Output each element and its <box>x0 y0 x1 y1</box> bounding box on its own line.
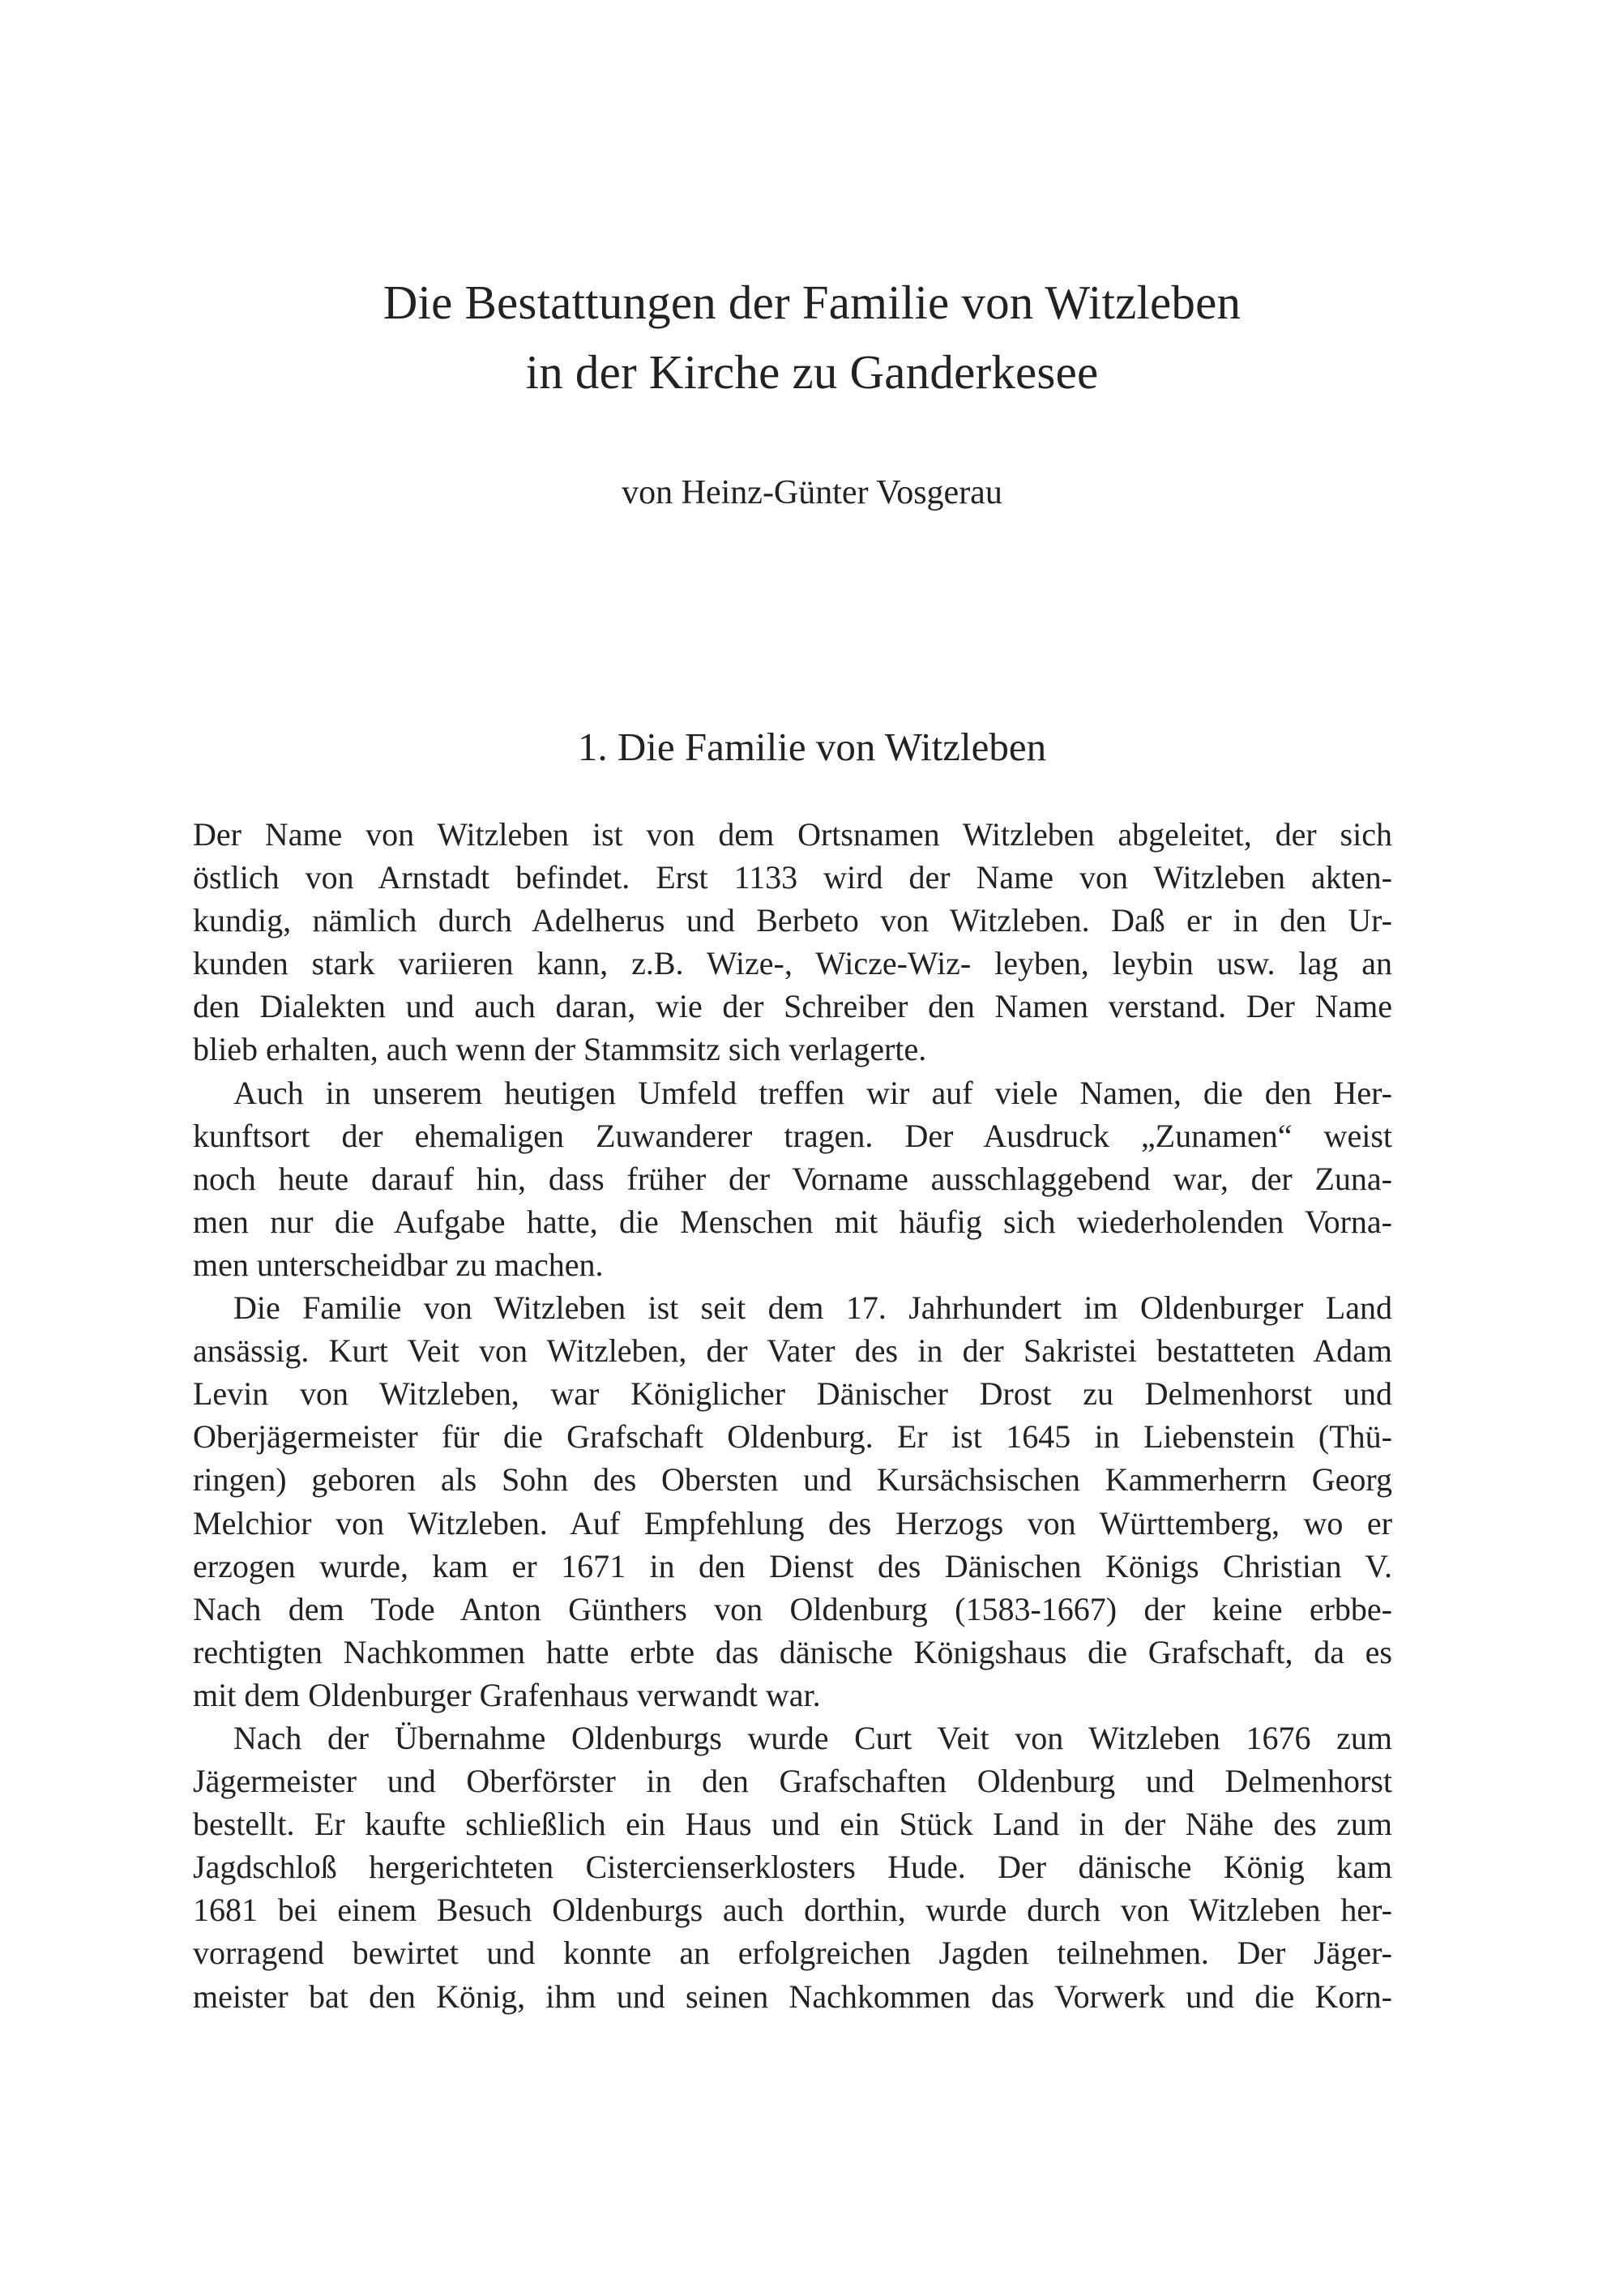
body-line: bestellt. Er kaufte schließlich ein Haus und ein Stück Land in der Nähe des zum <box>193 1806 1392 1843</box>
body-text <box>193 813 1392 2018</box>
body-line: Auch in unserem heutigen Umfeld treffen wir auf viele Namen, die den Her- <box>233 1074 1392 1111</box>
body-line: Melchior von Witzleben. Auf Empfehlung des Herzogs von Württemberg, wo er <box>193 1504 1392 1541</box>
body-line: Jägermeister und Oberförster in den Grafschaften Oldenburg und Delmenhorst <box>193 1763 1392 1800</box>
body-line: noch heute darauf hin, dass früher der Vorname ausschlaggebend war, der Zuna- <box>193 1160 1392 1197</box>
section-heading: 1. Die Familie von Witzleben <box>577 725 1047 769</box>
body-line: vorragend bewirtet und konnte an erfolgreichen Jagden teilnehmen. Der Jäger- <box>193 1935 1392 1972</box>
body-line: mit dem Oldenburger Grafenhaus verwandt war. <box>193 1676 821 1713</box>
body-line: den Dialekten und auch daran, wie der Schreiber den Namen verstand. Der Name <box>193 988 1392 1025</box>
body-line: ringen) geboren als Sohn des Obersten und Kursächsischen Kammerherrn Georg <box>193 1461 1392 1499</box>
article-title-line-2: in der Kirche zu Ganderkesee <box>525 345 1099 399</box>
body-line: meister bat den König, ihm und seinen Nachkommen das Vorwerk und die Korn- <box>193 1977 1392 2015</box>
body-line: kunden stark variieren kann, z.B. Wize-, Wicze-Wiz- leyben, leybin usw. lag an <box>193 945 1392 982</box>
article-title-line-1: Die Bestattungen der Familie von Witzleben <box>382 276 1242 329</box>
body-line: men unterscheidbar zu machen. <box>193 1246 604 1283</box>
body-line: Oberjägermeister für die Grafschaft Oldenburg. Er ist 1645 in Liebenstein (Thü- <box>193 1418 1392 1456</box>
body-line: Jagdschloß hergerichteten Cistercienserklosters Hude. Der dänische König kam <box>193 1849 1392 1886</box>
body-line: Levin von Witzleben, war Königlicher Dänischer Drost zu Delmenhorst und <box>193 1375 1392 1413</box>
article-title <box>0 267 1624 407</box>
body-line: erzogen wurde, kam er 1671 in den Dienst des Dänischen Königs Christian V. <box>193 1547 1392 1584</box>
body-line: Der Name von Witzleben ist von dem Ortsnamen Witzleben abgeleitet, der sich <box>193 816 1392 853</box>
body-line: Nach dem Tode Anton Günthers von Oldenburg (1583-1667) der keine erbbe- <box>193 1590 1392 1627</box>
body-line: Die Familie von Witzleben ist seit dem 17. Jahrhundert im Oldenburger Land <box>233 1289 1392 1327</box>
body-line: kunftsort der ehemaligen Zuwanderer tragen. Der Ausdruck „Zunamen“ weist <box>193 1117 1392 1154</box>
body-line: 1681 bei einem Besuch Oldenburgs auch dorthin, wurde durch von Witzleben her- <box>193 1892 1392 1929</box>
body-line: Nach der Übernahme Oldenburgs wurde Curt Veit von Witzleben 1676 zum <box>233 1719 1392 1756</box>
body-line: rechtigten Nachkommen hatte erbte das dänische Königshaus die Grafschaft, da es <box>193 1633 1392 1670</box>
body-line: kundig, nämlich durch Adelherus und Berbeto von Witzleben. Daß er in den Ur- <box>193 902 1392 939</box>
author-byline: von Heinz-Günter Vosgerau <box>622 474 1002 511</box>
body-line: östlich von Arnstadt befindet. Erst 1133 wird der Name von Witzleben akten- <box>193 859 1392 896</box>
body-line: blieb erhalten, auch wenn der Stammsitz sich verlagerte. <box>193 1031 927 1068</box>
body-line: men nur die Aufgabe hatte, die Menschen mit häufig sich wiederholenden Vorna- <box>193 1203 1392 1240</box>
body-line: ansässig. Kurt Veit von Witzleben, der Vater des in der Sakristei bestatteten Adam <box>193 1332 1392 1370</box>
